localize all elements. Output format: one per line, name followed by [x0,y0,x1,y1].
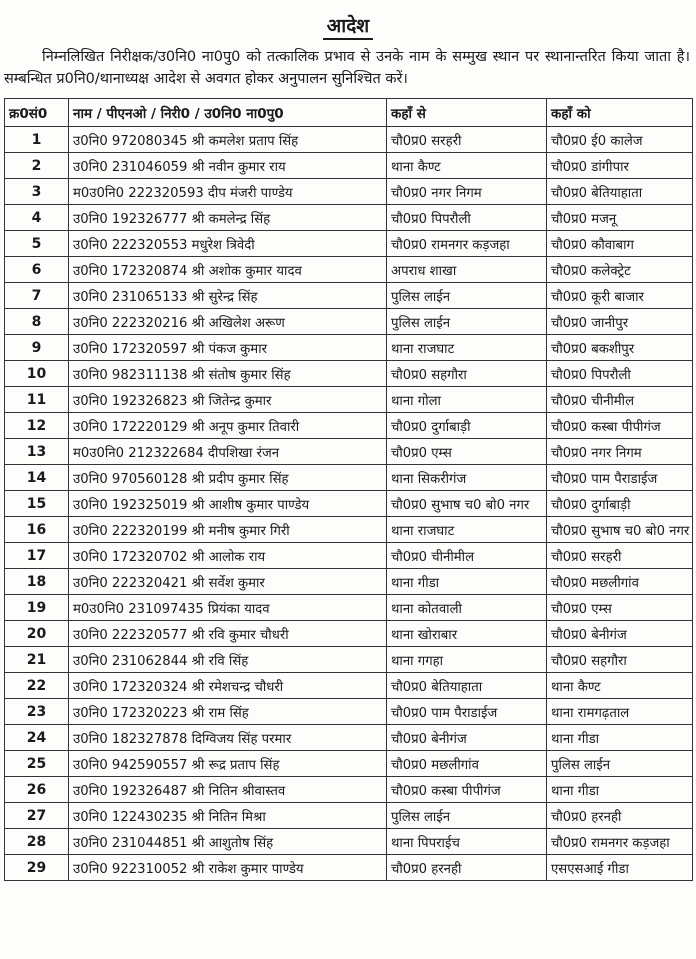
table-row [5,335,693,361]
header-serial: क्र0सं0 [5,99,69,127]
row-serial: 18 [5,569,69,595]
row-name: उ0नि0 192326823 श्री जितेन्द्र कुमार [69,387,387,413]
row-to: चौ0प्र0 कौवाबाग [547,231,693,257]
order-title: आदेश [0,12,696,38]
row-to: चौ0प्र0 कस्बा पीपीगंज [547,413,693,439]
header-from: कहाँ से [387,99,547,127]
table-row [5,309,693,335]
row-to: चौ0प्र0 कूरी बाजार [547,283,693,309]
table-row [5,647,693,673]
row-serial: 14 [5,465,69,491]
row-serial: 20 [5,621,69,647]
row-to: चौ0प्र0 नगर निगम [547,439,693,465]
row-name: उ0नि0 192326487 श्री नितिन श्रीवास्तव [69,777,387,803]
row-from: चौ0प्र0 चीनीमील [387,543,547,569]
row-from: चौ0प्र0 दुर्गाबाड़ी [387,413,547,439]
row-name: उ0नि0 182327878 दिग्विजय सिंह परमार [69,725,387,751]
row-from: थाना राजघाट [387,517,547,543]
table-header-row [5,99,693,127]
row-name: उ0नि0 192325019 श्री आशीष कुमार पाण्डेय [69,491,387,517]
row-from: पुलिस लाईन [387,803,547,829]
row-to: पुलिस लाईन [547,751,693,777]
row-name: उ0नि0 972080345 श्री कमलेश प्रताप सिंह [69,127,387,153]
row-from: थाना गीडा [387,569,547,595]
row-name: उ0नि0 172220129 श्री अनूप कुमार तिवारी [69,413,387,439]
row-to: चौ0प्र0 जानीपुर [547,309,693,335]
row-to: चौ0प्र0 डांगीपार [547,153,693,179]
row-name: उ0नि0 222320553 मधुरेश त्रिवेदी [69,231,387,257]
row-serial: 10 [5,361,69,387]
table-row [5,621,693,647]
row-to: चौ0प्र0 एम्स [547,595,693,621]
row-to: चौ0प्र0 बेतियाहाता [547,179,693,205]
row-from: चौ0प्र0 मछलीगांव [387,751,547,777]
row-to: चौ0प्र0 दुर्गाबाड़ी [547,491,693,517]
row-name: उ0नि0 231044851 श्री आशुतोष सिंह [69,829,387,855]
table-row [5,829,693,855]
row-serial: 21 [5,647,69,673]
table-row [5,361,693,387]
row-to: चौ0प्र0 मछलीगांव [547,569,693,595]
row-name: उ0नि0 231065133 श्री सुरेन्द्र सिंह [69,283,387,309]
row-serial: 22 [5,673,69,699]
row-to: चौ0प्र0 पिपरौली [547,361,693,387]
header-name: नाम / पीएनओ / निरी0 / उ0नि0 ना0पु0 [69,99,387,127]
row-serial: 15 [5,491,69,517]
row-serial: 7 [5,283,69,309]
row-serial: 29 [5,855,69,881]
table-row [5,855,693,881]
row-from: चौ0प्र0 एम्स [387,439,547,465]
row-from: चौ0प्र0 बेतियाहाता [387,673,547,699]
table-row [5,725,693,751]
row-to: चौ0प्र0 कलेक्ट्रेट [547,257,693,283]
table-row [5,413,693,439]
row-to: चौ0प्र0 ई0 कालेज [547,127,693,153]
row-serial: 25 [5,751,69,777]
row-from: चौ0प्र0 पाम पैराडाईज [387,699,547,725]
table-row [5,751,693,777]
row-name: उ0नि0 222320577 श्री रवि कुमार चौधरी [69,621,387,647]
row-serial: 5 [5,231,69,257]
table-row [5,179,693,205]
table-row [5,491,693,517]
row-from: थाना पिपराईच [387,829,547,855]
row-from: चौ0प्र0 रामनगर कड़जहा [387,231,547,257]
row-from: चौ0प्र0 कस्बा पीपीगंज [387,777,547,803]
row-serial: 9 [5,335,69,361]
row-serial: 27 [5,803,69,829]
table-row [5,257,693,283]
row-name: उ0नि0 231062844 श्री रवि सिंह [69,647,387,673]
table-row [5,543,693,569]
row-from: चौ0प्र0 सहगौरा [387,361,547,387]
row-name: उ0नि0 231046059 श्री नवीन कुमार राय [69,153,387,179]
table-row [5,517,693,543]
row-serial: 19 [5,595,69,621]
table-row [5,699,693,725]
row-name: म0उ0नि0 222320593 दीप मंजरी पाण्डेय [69,179,387,205]
table-row [5,231,693,257]
transfer-table [4,98,693,881]
table-row [5,803,693,829]
row-from: थाना सिकरीगंज [387,465,547,491]
row-name: उ0नि0 970560128 श्री प्रदीप कुमार सिंह [69,465,387,491]
row-from: चौ0प्र0 नगर निगम [387,179,547,205]
row-serial: 12 [5,413,69,439]
row-from: चौ0प्र0 हरनही [387,855,547,881]
row-to: थाना गीडा [547,725,693,751]
row-to: चौ0प्र0 सुभाष च0 बो0 नगर [547,517,693,543]
table-row [5,283,693,309]
row-name: उ0नि0 172320874 श्री अशोक कुमार यादव [69,257,387,283]
table-row [5,205,693,231]
row-from: थाना कोतवाली [387,595,547,621]
table-row [5,595,693,621]
row-serial: 24 [5,725,69,751]
row-name: उ0नि0 982311138 श्री संतोष कुमार सिंह [69,361,387,387]
table-row [5,465,693,491]
table-row [5,777,693,803]
row-serial: 3 [5,179,69,205]
row-name: उ0नि0 172320223 श्री राम सिंह [69,699,387,725]
table-row [5,569,693,595]
row-to: चौ0प्र0 चीनीमील [547,387,693,413]
row-name: उ0नि0 222320199 श्री मनीष कुमार गिरी [69,517,387,543]
row-name: उ0नि0 122430235 श्री नितिन मिश्रा [69,803,387,829]
table-row [5,153,693,179]
row-to: चौ0प्र0 मजनू [547,205,693,231]
row-to: एसएसआई गीडा [547,855,693,881]
row-to: चौ0प्र0 हरनही [547,803,693,829]
row-serial: 11 [5,387,69,413]
row-from: थाना गगहा [387,647,547,673]
header-to: कहाँ को [547,99,693,127]
row-to: चौ0प्र0 पाम पैराडाईज [547,465,693,491]
row-from: पुलिस लाईन [387,309,547,335]
row-serial: 8 [5,309,69,335]
table-row [5,673,693,699]
row-serial: 28 [5,829,69,855]
row-serial: 26 [5,777,69,803]
row-serial: 6 [5,257,69,283]
row-name: उ0नि0 172320324 श्री रमेशचन्द्र चौधरी [69,673,387,699]
row-to: चौ0प्र0 सहगौरा [547,647,693,673]
row-name: उ0नि0 192326777 श्री कमलेन्द्र सिंह [69,205,387,231]
row-to: चौ0प्र0 रामनगर कड़जहा [547,829,693,855]
row-name: उ0नि0 222320421 श्री सर्वेश कुमार [69,569,387,595]
order-intro-paragraph: निम्नलिखित निरीक्षक/उ0नि0 ना0पु0 को तत्कालिक प्रभाव से उनके नाम के सम्मुख स्थान पर स्थानान्तरित किया जाता है। सम्बन्धित प्र0नि0/थानाध्यक्ष आदेश से अवगत होकर अनुपालन सुनिश्चित करें। [4,49,690,87]
row-to: चौ0प्र0 बेनीगंज [547,621,693,647]
row-name: उ0नि0 172320702 श्री आलोक राय [69,543,387,569]
row-serial: 17 [5,543,69,569]
row-from: चौ0प्र0 सरहरी [387,127,547,153]
row-from: थाना खोराबार [387,621,547,647]
row-to: चौ0प्र0 बकशीपुर [547,335,693,361]
row-from: अपराध शाखा [387,257,547,283]
row-serial: 4 [5,205,69,231]
row-name: म0उ0नि0 231097435 प्रियंका यादव [69,595,387,621]
row-from: थाना राजघाट [387,335,547,361]
row-serial: 1 [5,127,69,153]
row-from: चौ0प्र0 पिपरौली [387,205,547,231]
row-from: चौ0प्र0 बेनीगंज [387,725,547,751]
row-from: चौ0प्र0 सुभाष च0 बो0 नगर [387,491,547,517]
row-from: थाना गोला [387,387,547,413]
row-from: थाना कैण्ट [387,153,547,179]
row-to: थाना कैण्ट [547,673,693,699]
row-name: उ0नि0 922310052 श्री राकेश कुमार पाण्डेय [69,855,387,881]
table-row [5,439,693,465]
row-to: थाना रामगढ़ताल [547,699,693,725]
row-to: चौ0प्र0 सरहरी [547,543,693,569]
row-name: उ0नि0 942590557 श्री रूद्र प्रताप सिंह [69,751,387,777]
row-serial: 16 [5,517,69,543]
row-from: पुलिस लाईन [387,283,547,309]
row-serial: 23 [5,699,69,725]
table-row [5,127,693,153]
row-name: उ0नि0 222320216 श्री अखिलेश अरूण [69,309,387,335]
row-name: म0उ0नि0 212322684 दीपशिखा रंजन [69,439,387,465]
row-name: उ0नि0 172320597 श्री पंकज कुमार [69,335,387,361]
row-serial: 2 [5,153,69,179]
table-row [5,387,693,413]
row-to: थाना गीडा [547,777,693,803]
row-serial: 13 [5,439,69,465]
